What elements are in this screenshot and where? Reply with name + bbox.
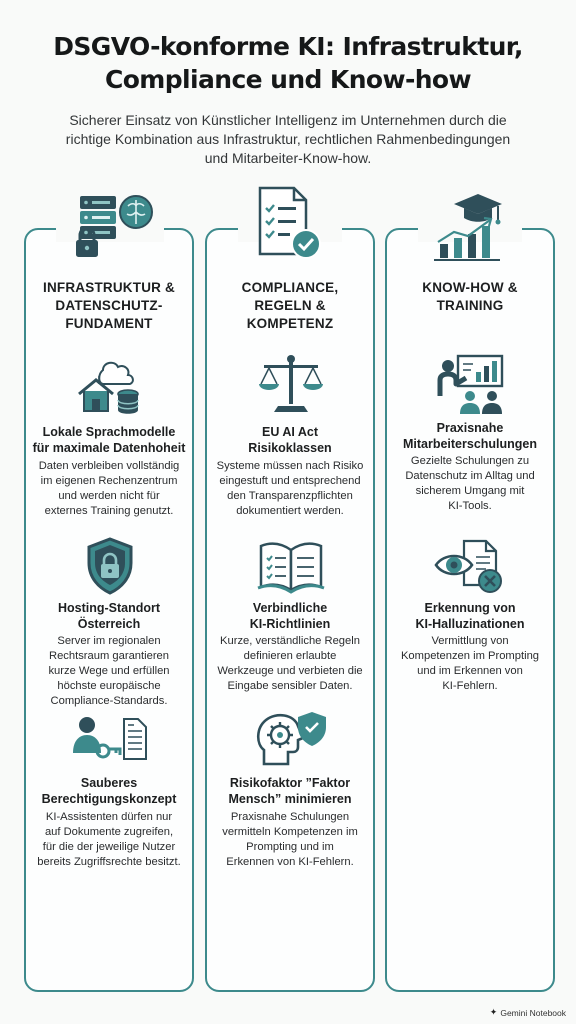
item-description: Kurze, verständliche Regeln definieren erlaubte Werkzeuge und verbieten die Eingabe sensibler Daten. — [217, 635, 363, 692]
open-book-checklist-icon — [256, 538, 326, 594]
home-cloud-database-icon — [73, 350, 145, 418]
column-heading: INFRASTRUKTUR & DATENSCHUTZ- FUNDAMENT — [43, 280, 175, 331]
item-description: Daten verbleiben vollständig im eigenen Rechenzentrum und werden nicht für externes Training genutzt. — [38, 460, 180, 517]
item-description: Server im regionalen Rechtsraum garantieren kurze Wege und erfüllen höchste europäische Compliance-Standards. — [48, 635, 170, 707]
item-description: Praxisnahe Schulungen vermitteln Kompetenzen im Prompting und im Erkennen von KI-Fehlern. — [222, 811, 358, 868]
footer-attribution: ✦ Gemini Notebook — [489, 1007, 566, 1018]
item-title: Verbindliche KI-Richtlinien — [249, 601, 331, 631]
item-title: Hosting-Standort Österreich — [57, 601, 161, 631]
item-title: Sauberes Berechtigungskonzept — [41, 776, 177, 806]
scales-icon — [256, 352, 326, 414]
item-description: Vermittlung von Kompetenzen im Prompting und im Erkennen von KI-Fehlern. — [400, 635, 540, 692]
column-heading: COMPLIANCE, REGELN & KOMPETENZ — [241, 280, 339, 331]
item-description: KI-Assistenten dürfen nur auf Dokumente zugreifen, für die der jeweilige Nutzer bereits Zugriffsrechte besitzt. — [37, 811, 181, 868]
item-title: Lokale Sprachmodelle für maximale Datenhoheit — [32, 425, 186, 455]
eye-document-error-icon — [434, 537, 508, 595]
notebook-logo-icon: ✦ — [489, 1007, 498, 1017]
shield-lock-icon — [84, 536, 136, 596]
item-title: EU AI Act Risikoklassen — [248, 425, 332, 455]
column-heading: KNOW-HOW & TRAINING — [422, 280, 518, 313]
item-description: Gezielte Schulungen zu Datenschutz im Alltag und sicherem Umgang mit KI-Tools. — [405, 455, 535, 512]
graduation-cap-chart-icon — [428, 186, 514, 264]
checklist-icon — [254, 184, 326, 262]
item-title: Praxisnahe Mitarbeiterschulungen — [402, 421, 538, 451]
head-gear-shield-icon — [254, 708, 330, 768]
server-brain-lock-icon — [64, 188, 158, 260]
page-subtitle: Sicherer Einsatz von Künstlicher Intelligenz im Unternehmen durch die richtige Kombination aus Infrastruktur, rechtlichen Rahmenbedingungen und Mitarbeiter-Know-how. — [65, 112, 511, 166]
item-description: Systeme müssen nach Risiko eingestuft und entsprechend den Transparenzpflichten dokumentiert werden. — [216, 460, 364, 517]
item-title: Risikofaktor ”Faktor Mensch” minimieren — [228, 776, 352, 806]
page-title: DSGVO-konforme KI: Infrastruktur, Compliance und Know-how — [53, 32, 523, 94]
user-key-document-icon — [70, 713, 150, 765]
presenter-board-icon — [436, 352, 506, 416]
item-title: Erkennung von KI-Halluzinationen — [415, 601, 525, 631]
